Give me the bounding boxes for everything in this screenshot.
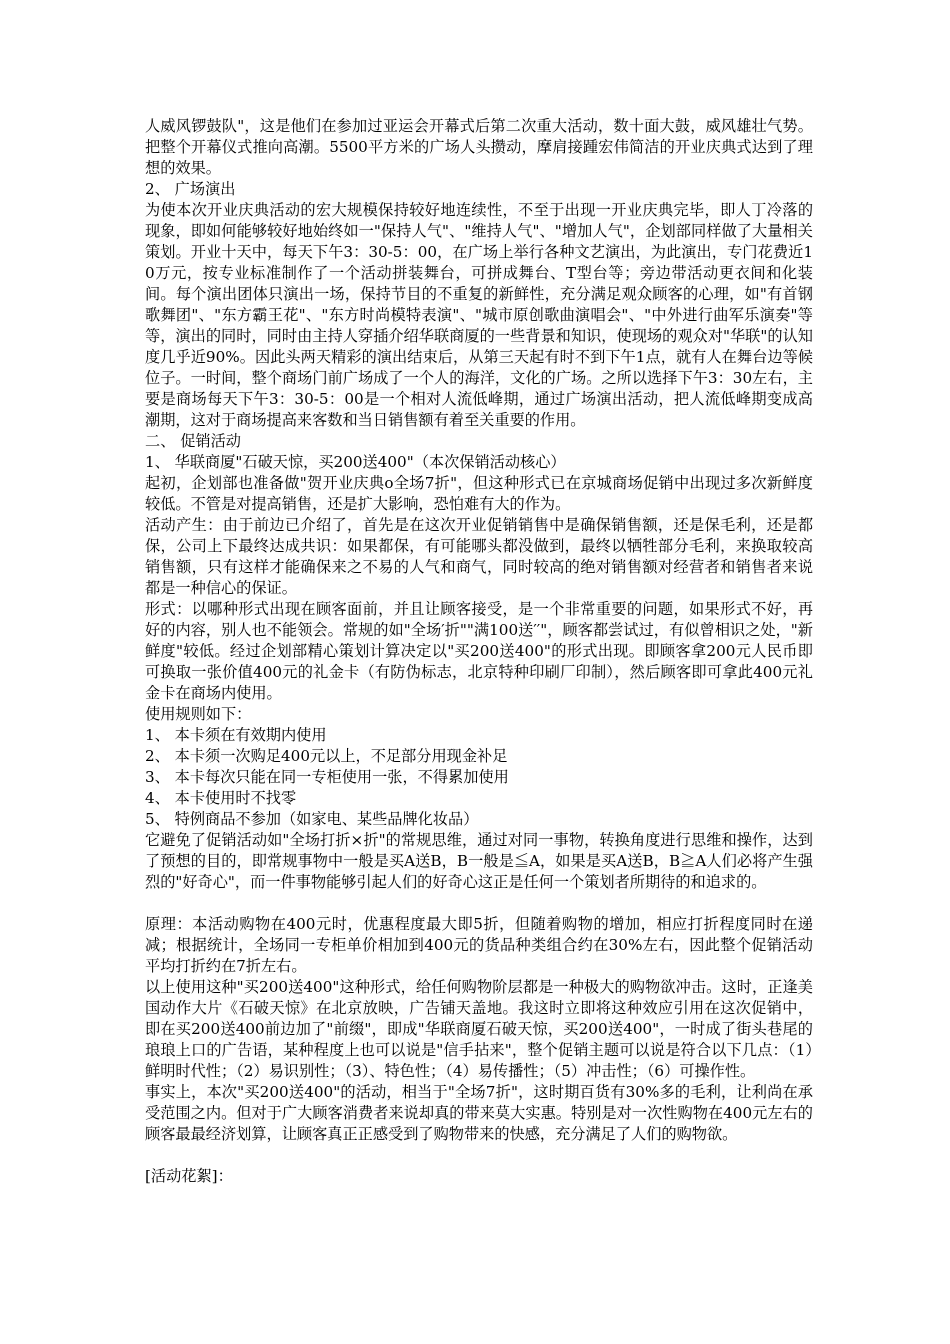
paragraph-curiosity: 它避免了促销活动如"全场打折×折"的常规思维，通过对同一事物，转换角度进行思维和操作，达到了预想的目的，即常规事物中一般是买A送B，B一般是≦A，如果是买A送B，B≧A人们必将产生强烈的"好奇心"，而一件事物能够引起人们的好奇心这正是任何一个策划者所期待的和追求的。 bbox=[145, 831, 813, 891]
paragraph-principle: 原理：本活动购物在400元时，优惠程度最大即5折，但随着购物的增加，相应打折程度同时在递减；根据统计，全场同一专柜单价相加到400元的货品种类组合约在30%左右，因此整个促销活动平均打折约在7折左右。 bbox=[145, 915, 813, 975]
paragraph-opening-ceremony: 人威风锣鼓队"，这是他们在参加过亚运会开幕式后第二次重大活动，数十面大鼓，威风雄壮气势。把整个开幕仪式推向高潮。5500平方米的广场人头攒动，摩肩接踵宏伟简洁的开业庆典式达到了理想的效果。 bbox=[145, 117, 813, 177]
rule-item: 3、 本卡每次只能在同一专柜使用一张，不得累加使用 bbox=[145, 768, 509, 786]
rule-item: 5、 特例商品不参加（如家电、某些品牌化妆品） bbox=[145, 810, 479, 828]
rules-heading: 使用规则如下： bbox=[145, 705, 252, 723]
paragraph-activity-form: 形式：以哪种形式出现在顾客面前，并且让顾客接受，是一个非常重要的问题，如果形式不好，再好的内容，别人也不能领会。常规的如"全场′折""满100送′′"，顾客都尝试过，有似曾相识之处，"新鲜度"较低。经过企划部精心策划计算决定以"买200送400"的形式出现。即顾客拿200元人民币即可换取一张价值400元的礼金卡（有防伪标志，北京特种印刷厂印制），然后顾客即可拿此400元礼金卡在商场内使用。 bbox=[145, 600, 813, 702]
paragraph-activity-origin: 活动产生：由于前边已介绍了，首先是在这次开业促销销售中是确保销售额，还是保毛利，还是都保，公司上下最终达成共识：如果都保，有可能哪头都没做到，最终以牺牲部分毛利，来换取较高销售额，只有这样才能确保来之不易的人气和商气，同时较高的绝对销售额对经营者和销售者来说都是一种信心的保证。 bbox=[145, 516, 813, 597]
rule-item: 1、 本卡须在有效期内使用 bbox=[145, 726, 327, 744]
heading-plaza-performance: 2、 广场演出 bbox=[145, 180, 236, 198]
rule-item: 2、 本卡须一次购足400元以上，不足部分用现金补足 bbox=[145, 747, 508, 765]
paragraph-fact: 事实上，本次"买200送400"的活动，相当于"全场7折"，这时期百货有30%多的毛利，让利尚在承受范围之内。但对于广大顾客消费者来说却真的带来莫大实惠。特别是对一次性购物在400元左右的顾客最最经济划算，让顾客真正正感受到了购物带来的快感，充分满足了人们的购物欲。 bbox=[145, 1083, 813, 1143]
paragraph-plaza-performance: 为使本次开业庆典活动的宏大规模保持较好地连续性，不至于出现一开业庆典完毕，即人丁冷落的现象，即如何能够较好地始终如一"保持人气"、"维持人气"、"增加人气"，企划部同样做了大量相关策划。开业十天中，每天下午3：30-5：00，在广场上举行各种文艺演出，为此演出，专门花费近10万元，按专业标准制作了一个活动拼装舞台，可拼成舞台、T型台等；旁边带活动更衣间和化装间。每个演出团体只演出一场，保持节目的不重复的新鲜性，充分满足观众顾客的心理，如"有首钢歌舞团"、"东方霸王花"、"东方时尚模特表演"、"城市原创歌曲演唱会"、"中外进行曲军乐演奏"等等，演出的同时，同时由主持人穿插介绍华联商厦的一些背景和知识，使现场的观众对"华联"的认知度几乎近90%。因此头两天精彩的演出结束后，从第三天起有时不到下午1点，就有人在舞台边等候位子。一时间，整个商场门前广场成了一个人的海洋，文化的广场。之所以选择下午3：30左右，主要是商场每天下午3：30-5：00是一个相对人流低峰期，通过广场演出活动，把人流低峰期变成高潮期，这对于商场提高来客数和当日销售额有着至关重要的作用。 bbox=[145, 201, 813, 429]
paragraph-initial-plan: 起初，企划部也准备做"贺开业庆典o全场7折"，但这种形式已在京城商场促销中出现过多次新鲜度较低。不管是对提高销售，还是扩大影响，恐怕难有大的作为。 bbox=[145, 474, 813, 513]
heading-promotion: 二、 促销活动 bbox=[145, 432, 241, 450]
document-page bbox=[145, 116, 813, 1187]
blank-line bbox=[145, 893, 813, 914]
heading-activity-highlights: [活动花絮]： bbox=[145, 1167, 233, 1185]
rule-item: 4、 本卡使用时不找零 bbox=[145, 789, 297, 807]
blank-line bbox=[145, 1145, 813, 1166]
paragraph-slogan: 以上使用这种"买200送400"这种形式，给任何购物阶层都是一种极大的购物欲冲击。这时，正逢美国动作大片《石破天惊》在北京放映，广告铺天盖地。我这时立即将这种效应引用在这次促销中，即在买200送400前边加了"前缀"，即成"华联商厦石破天惊，买200送400"，一时成了街头巷尾的琅琅上口的广告语，某种程度上也可以说是"信手拈来"，整个促销主题可以说是符合以下几点：（1）鲜明时代性；（2）易识别性；（3）、特色性；（4）易传播性；（5）冲击性；（6）可操作性。 bbox=[145, 978, 813, 1080]
heading-promotion-core: 1、 华联商厦"石破天惊，买200送400"（本次保销活动核心） bbox=[145, 453, 566, 471]
